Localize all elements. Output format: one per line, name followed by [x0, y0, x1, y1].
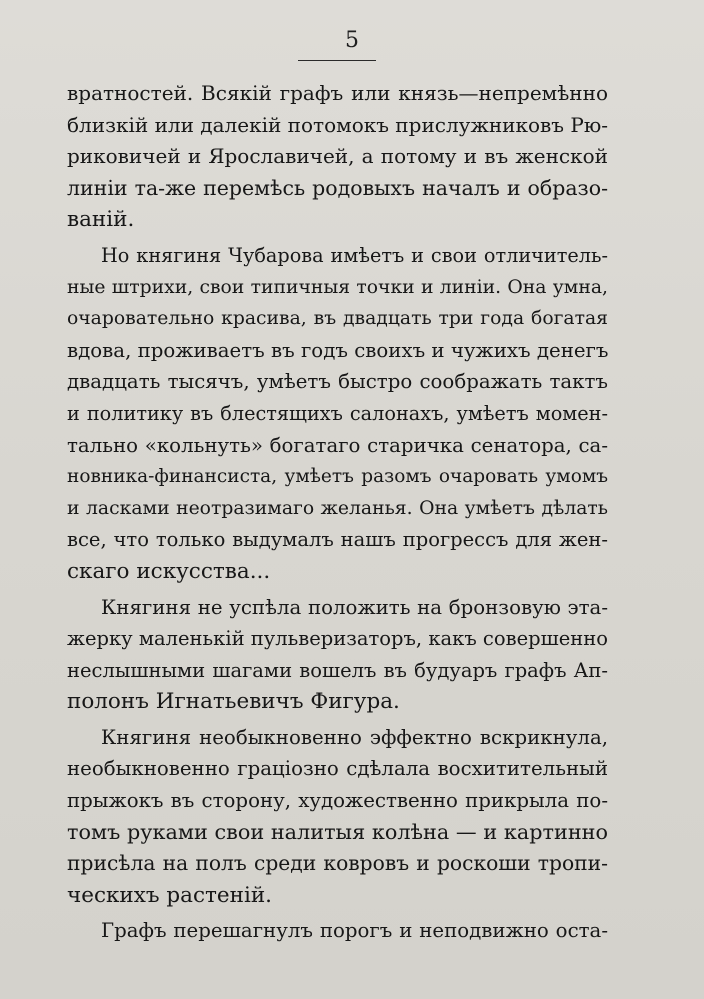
text-line: близкій или далекій потомокъ прислужниковъ Рю-: [67, 112, 608, 137]
text-line: ческихъ растеній.: [67, 882, 272, 908]
text-line: скаго искусства...: [67, 558, 271, 584]
text-line: очаровательно красива, въ двадцать три года богатая: [67, 308, 608, 330]
text-line: томъ руками свои налитыя колѣна — и картинно: [67, 819, 608, 844]
text-line: полонъ Игнатьевичъ Фигура.: [67, 689, 400, 715]
text-line: присѣла на полъ среди ковровъ и роскоши тропи-: [67, 851, 608, 876]
page-number: 5: [345, 28, 359, 53]
text-line: новника-финансиста, умѣетъ разомъ очаровать умомъ: [67, 466, 608, 488]
page-number-rule: [298, 60, 376, 61]
text-line: все, что только выдумалъ нашъ прогрессъ для жен-: [67, 528, 608, 552]
text-line: и политику въ блестящихъ салонахъ, умѣетъ момен-: [67, 401, 608, 425]
text-line: и ласками неотразимаго желанья. Она умѣетъ дѣлать: [67, 497, 608, 519]
text-line: вдова, проживаетъ въ годъ своихъ и чужихъ денегъ: [67, 338, 608, 362]
text-line: вратностей. Всякій графъ или князь—непремѣнно: [67, 81, 608, 105]
text-line: тально «кольнуть» богатаго старичка сенатора, са-: [67, 433, 608, 457]
text-line: жерку маленькій пульверизаторъ, какъ совершенно: [67, 627, 608, 651]
paragraph-start-line: Но княгиня Чубарова имѣетъ и свои отличитель-: [101, 243, 608, 267]
text-line: линіи та-же перемѣсь родовыхъ началъ и образо-: [67, 175, 608, 200]
paragraph-start-line: Княгиня не успѣла положить на бронзовую эта-: [101, 595, 608, 619]
text-line: ные штрихи, свои типичныя точки и линіи. Она умна,: [67, 276, 608, 298]
body-text: [67, 78, 608, 947]
paragraph-start-line: Графъ перешагнулъ порогъ и неподвижно оста-: [101, 919, 608, 943]
text-line: двадцать тысячъ, умѣетъ быстро соображать тактъ: [67, 370, 608, 394]
text-line: ваній.: [67, 207, 135, 233]
paragraph-start-line: Княгиня необыкновенно эффектно вскрикнула,: [101, 725, 608, 749]
text-line: прыжокъ въ сторону, художественно прикрыла по-: [67, 789, 608, 813]
text-line: необыкновенно граціозно сдѣлала восхитительный: [67, 757, 608, 781]
text-line: риковичей и Ярославичей, а потому и въ женской: [67, 144, 608, 169]
text-line: неслышными шагами вошелъ въ будуаръ графъ Ап-: [67, 658, 608, 682]
